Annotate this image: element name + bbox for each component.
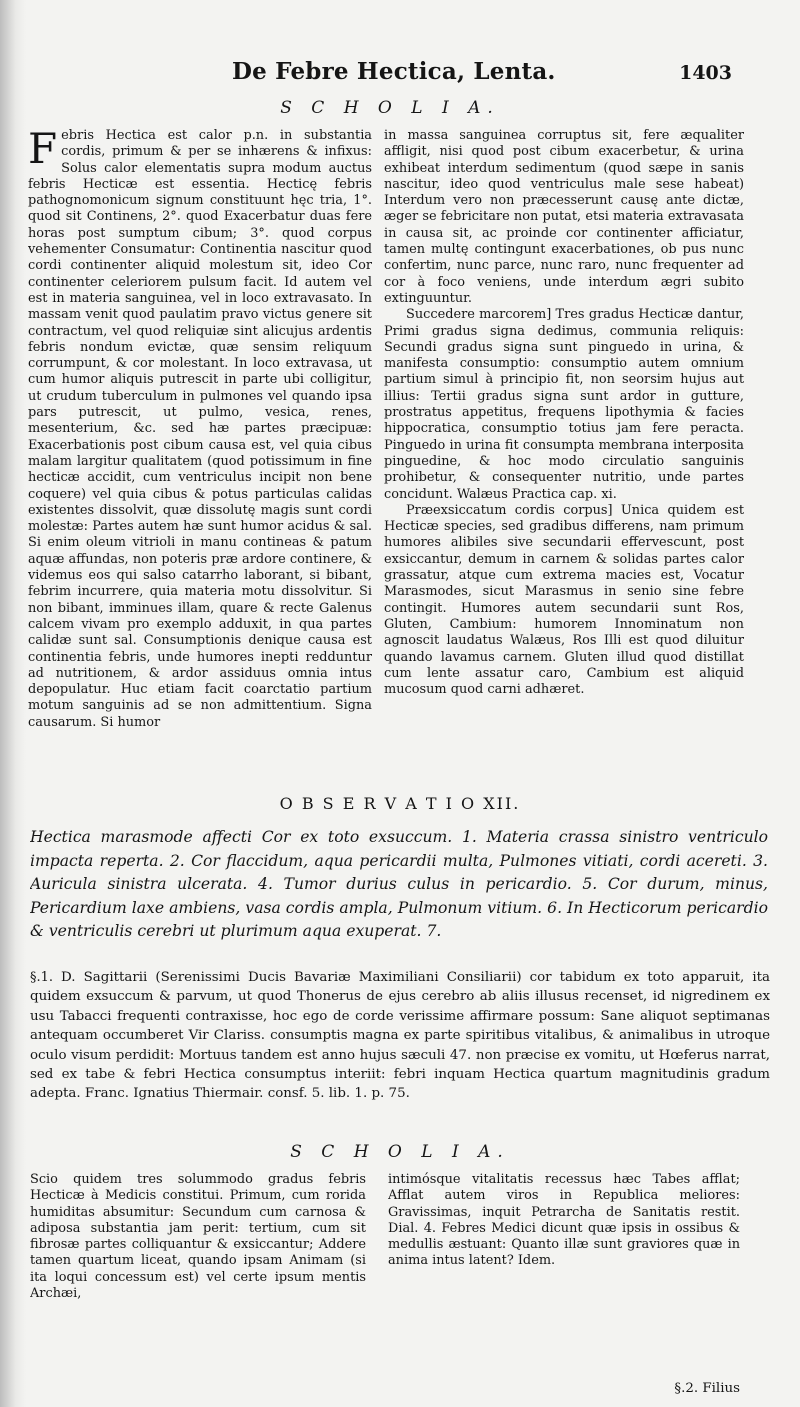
observatio-summary: Hectica marasmode affecti Cor ex toto exsuccum. 1. Materia crassa sinistro ventriculo impacta reperta. 2. Cor flaccidum, aqua pericardii multa, Pulmones vitiati, cordi acereti. 3. Auricula sinistra ulcerata. 4. Tumor durius culus in pericardio. 5. Cor durum, minus, Pericardium laxe ambiens, vasa cordis ampla, Pulmonum vitium. 6. In Hecticorum pericardio & ventriculis cerebri ut plurimum aqua exuperat. 7. — [30, 828, 768, 940]
observatio-paragraph — [30, 968, 770, 1136]
scholia-2-left-paragraph: Scio quidem tres solummodo gradus febris Hecticæ à Medicis constitui. Primum, cum rorida humiditas absumitur: Secundum cum carnosa & adiposa substantia jam perit: tertium, cum sit fibrosæ partes colliquantur & exsiccantur; Addere tamen quartum liceat, quando ipsam Animam (si ita loqui concessum est) vel certe ipsum mentis Archæi, — [30, 1172, 366, 1302]
scholia-title: S C H O L I A. — [280, 98, 500, 118]
scholia-2-right-column — [388, 1172, 740, 1372]
scholia-2-right-paragraph: intimósque vitalitatis recessus hæc Tabes afflat; Afflat autem viros in Republica meliores: Gravissimas, inquit Petrarcha de Sanitatis restit. Dial. 4. Febres Medici dicunt quæ ipsis in ossibus & medullis æstuant: Quanto illæ sunt graviores quæ in anima intus latent? Idem. — [388, 1172, 740, 1269]
scholia-right-paragraph-3: Præexsiccatum cordis corpus] Unica quidem est Hecticæ species, sed gradibus differens, nam primum humores alibiles sive secundarii effervescunt, post exsiccantur, demum in carnem & solidas partes calor grassatur, atque cum extrema macies est, Vocatur Marasmodes, sicut Marasmus in senio sine febre contingit. Humores autem secundarii sunt Ros, Gluten, Cambium: humorem Innominatum non agnoscit laudatus Walæus, Ros Illi est quod diluitur quando lavamus carnem. Gluten illud quod distillat cum lente assatur caro, Cambium est aliquid mucosum quod carni adhæret. — [384, 502, 744, 698]
scholia-right-paragraph-2: Succedere marcorem] Tres gradus Hecticæ dantur, Primi gradus signa dedimus, communia reliquis: Secundi gradus signa sunt pinguedo in urina, & manifesta consumptio: consumptio autem omnium partium simul à principio fit, non seorsim hujus aut illius: Tertii gradus signa sunt ardor in gutture, prostratus appetitus, frequens lipothymia & facies hippocratica, consumptio totius jam fere peracta. Pinguedo in urina fit consumpta membrana interposita pinguedine, & hoc modo circulatio sanguinis prohibetur, & consequenter nutritio, unde partes concidunt. Walæus Practica cap. xi. — [384, 307, 744, 502]
observatio-body: D. Sagittarii (Serenissimi Ducis Bavariæ Maximiliani Consiliarii) cor tabidum ex toto apparuit, ita quidem exsuccum & parvum, ut quod Thonerus de ejus cerebro ab aliis illusus recenset, id nigredinem ex usu Tabacci frequenti contraxisse, hoc ego de corde verissime affirmare possum: Sane aliquot septimanas antequam occumberet Vir Clariss. consumptis magna ex parte spiritibus vitalibus, & animalibus in utroque oculo visum perdidit: Mortuus tandem est anno hujus sæculi 47. non præcise ex vomitu, ut Hœferus narrat, sed ex tabe & febri Hectica consumptus interiit: febri inquam Hectica quartum magnitudinis gradum adepta. Franc. Ignatius Thiermair. consf. 5. lib. 1. p. 75. — [30, 970, 770, 1102]
scholia-right-column — [384, 128, 744, 778]
scholia-2-title: S C H O L I A. — [290, 1142, 510, 1162]
gutter-shadow — [0, 0, 26, 1407]
scholia-2-left-column — [30, 1172, 366, 1372]
scholia-left-column — [28, 128, 372, 778]
scholia-left-paragraph: Febris Hectica est calor p.n. in substantia cordis, primum & per se inhærens & infixus: Solus calor elementatis supra modum auctus febris Hecticæ est essentia. Hecticę febris pathognomonicum signum constituunt hęc tria, 1°. quod sit Continens, 2°. quod Exacerbatur duas fere horas post sumptum cibum; 3°. quod corpus vehementer Consumatur: Continentia nascitur quod cordi continenter aliquid molestum sit, ideo Cor continenter celeriorem pulsum facit. Id autem vel est in materia sanguinea, vel in loco extravasato. In massam venit quod paulatim pravo victus genere sit contractum, vel quod reliquiæ sint alicujus ardentis febris nondum evictæ, quæ sensim reliquum corrumpunt, & cor molestant. In loco extravasa, ut cum humor aliquis putrescit in parte ubi colligitur, ut crudum tuberculum in pulmones vel quando ipsa pars putrescit, ut pulmo, vesica, renes, mesenterium, &c. sed hæ partes præcipuæ: Exacerbationis post cibum causa est, vel quia cibus malam largitur qualitatem (quod potissimum in fine hecticæ accidit, cum ventriculus incipit non bene coquere) vel quia cibus & potus particulas calidas existentes dissolvit, quæ dissolutę magis sunt cordi molestæ: Partes autem hæ sunt humor acidus & sal. Si enim oleum vitrioli in manu contineas & patum aquæ affundas, non poteris præ ardore continere, & videmus eos qui salso catarrho laborant, si bibant, febrim incurrere, quia materia motu dissolvitur. Si non bibant, imminues illam, quare & recte Galenus calcem vivam pro exemplo adduxit, in qua partes calidæ sunt sal. Consumptionis denique causa est continentia febris, unde humores inepti redduntur ad nutritionem, & ardor assiduus omnia intus depopulatur. Huc etiam facit coarctatio partium motum sanguinis ad se non admittentium. Signa causarum. Si humor — [28, 128, 372, 730]
drop-cap-f-icon: F — [28, 128, 58, 173]
page-number: 1403 — [679, 62, 732, 84]
catchword: §.2. Filius — [674, 1381, 740, 1396]
paragraph-mark: §.1. — [30, 970, 54, 985]
running-title: De Febre Hectica, Lenta. — [232, 58, 556, 85]
observatio-title: O B S E R V A T I O XII. — [279, 794, 521, 813]
scholia-right-paragraph-1: in massa sanguinea corruptus sit, fere æqualiter affligit, nisi quod post cibum exacerbetur, & urina exhibeat interdum sedimentum (quod sæpe in sanis nascitur, ideo quod ventriculus male sese habeat) Interdum vero non præcesserunt causę ante dictæ, æger se febricitare non putat, etsi materia extravasata in causa sit, ac proinde cor continenter afficiatur, tamen multę contingunt exacerbationes, ob pus nunc confertim, nunc parce, nunc raro, nunc frequenter ad cor à foco veniens, unde interdum ægri subito extinguuntur. — [384, 128, 744, 306]
